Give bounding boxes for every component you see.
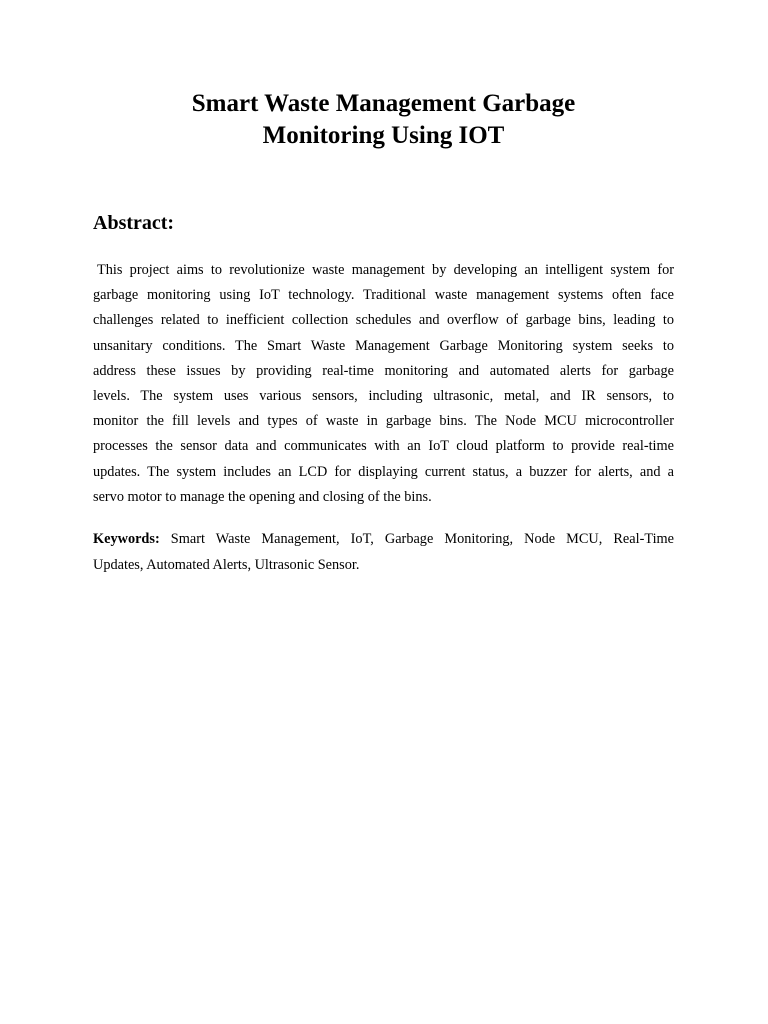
- title-line: Monitoring Using IOT: [262, 122, 505, 149]
- document-title: [93, 88, 674, 152]
- abstract-heading: Abstract:: [93, 212, 175, 234]
- keywords-label: Keywords:: [93, 531, 160, 547]
- keywords-text: Smart Waste Management, IoT, Garbage Monitoring, Node MCU, Real-Time: [170, 531, 675, 547]
- abstract-line: address these issues by providing real-time monitoring and automated alerts for garbage: [93, 362, 674, 379]
- keywords-line: [93, 527, 674, 553]
- abstract-line: challenges related to inefficient collection schedules and overflow of garbage bins, leading to: [93, 312, 674, 329]
- abstract-line: levels. The system uses various sensors, including ultrasonic, metal, and IR sensors, to: [93, 388, 674, 405]
- title-line: Smart Waste Management Garbage: [191, 90, 576, 117]
- abstract-line: unsanitary conditions. The Smart Waste Management Garbage Monitoring system seeks to: [93, 337, 674, 354]
- keywords-paragraph: [93, 527, 674, 578]
- abstract-line: updates. The system includes an LCD for displaying current status, a buzzer for alerts, and a: [93, 463, 674, 480]
- abstract-paragraph: [93, 258, 674, 510]
- keywords-line: Updates, Automated Alerts, Ultrasonic Sensor.: [93, 556, 360, 573]
- abstract-line: processes the sensor data and communicates with an IoT cloud platform to provide real-time: [93, 438, 674, 455]
- abstract-line: garbage monitoring using IoT technology. Traditional waste management systems often face: [93, 287, 674, 304]
- abstract-line: This project aims to revolutionize waste management by developing an intelligent system for: [97, 262, 674, 278]
- abstract-line: servo motor to manage the opening and closing of the bins.: [93, 488, 432, 505]
- abstract-line: monitor the fill levels and types of waste in garbage bins. The Node MCU microcontroller: [93, 413, 674, 430]
